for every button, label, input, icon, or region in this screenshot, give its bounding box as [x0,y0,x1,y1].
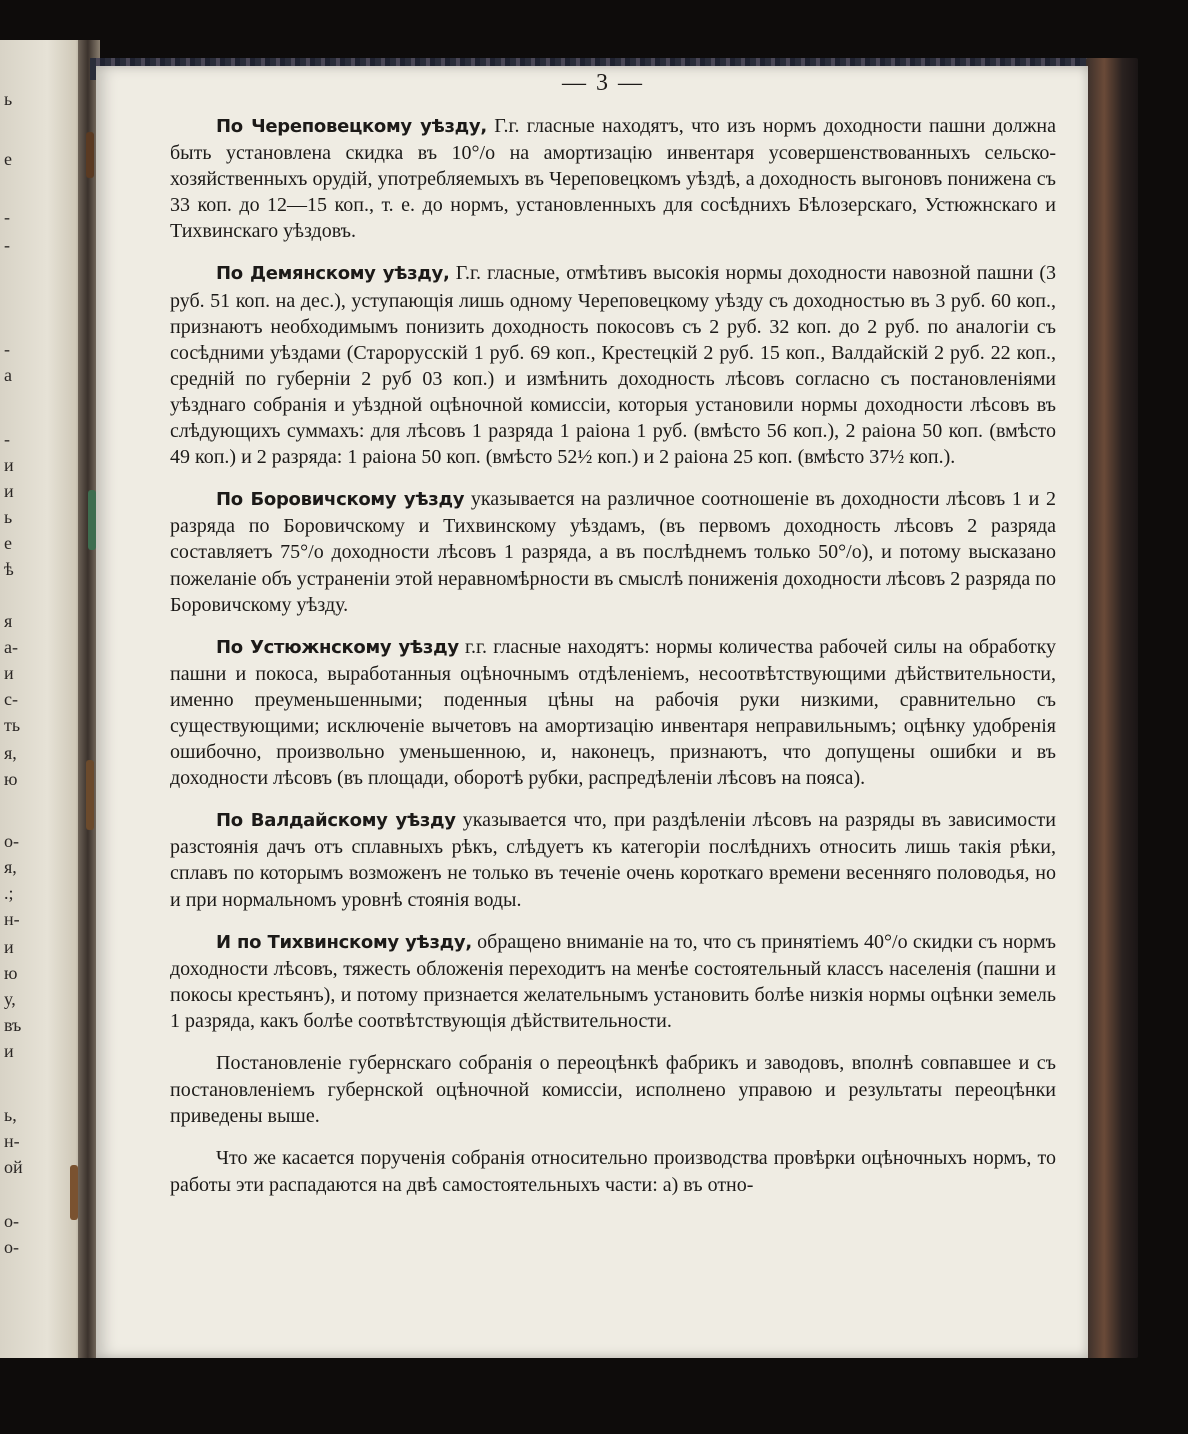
thread-tack-middle [88,490,96,550]
left-page-fragment: я, [4,743,17,763]
left-page-fragment: ю [4,963,18,983]
paragraph [170,929,1056,1034]
left-page-fragment: а- [4,637,18,657]
paragraph-lead: По Череповецкому уѣзду, [216,116,487,137]
left-page-fragment: а [4,365,12,385]
left-page-fragment: и [4,937,14,957]
thread-tack-lower [86,760,94,830]
left-page-fragment: ю [4,769,18,789]
paragraph-lead: По Устюжнскому уѣзду [216,636,459,658]
left-page-fragment: ѣ [4,559,14,579]
left-page-fragment: о- [4,1237,19,1257]
thread-tack-top [86,132,94,178]
left-page-fragment: я [4,611,13,631]
left-page-fragment: - [4,235,10,255]
page-number: — 3 — [562,70,644,96]
paragraph [170,807,1056,912]
left-page-fragment: и [4,663,14,683]
paragraph-text: указывается что, при раздѣленіи лѣсовъ на разряды въ зависимости разстоянія дачъ отъ сплавныхъ рѣкъ, слѣдуетъ къ категоріи послѣднихъ относить лишь такія рѣки, сплавъ по которымъ возможенъ не только въ теченіе очень короткаго времени весенняго половодья, но и при нормальномъ уровнѣ стоянія воды. [170,809,1056,911]
paragraph [170,634,1056,792]
paragraph [170,1145,1056,1198]
left-page-edge [0,40,86,1358]
binding-edge [1086,58,1138,1358]
paragraph-lead: И по Тихвинскому уѣзду, [216,931,472,953]
left-page-fragment: - [4,339,10,359]
left-page-fragment: ть [4,715,21,735]
left-page-fragment: .; [4,883,14,903]
left-page-fragment: е [4,533,12,553]
thread-tack-bottom [70,1165,78,1220]
text-block [170,113,1056,1214]
paragraph-lead: По Боровичскому уѣзду [216,489,465,511]
left-page-fragment: - [4,429,10,449]
left-page-fragment: и [4,1041,14,1061]
paragraph-text: Г.г. гласные находятъ, что изъ нормъ доходности пашни должна быть установлена скидка въ 10°/о на амортизацію инвентаря усовершенствованныхъ сельско-хозяйственныхъ орудій, употребляемыхъ въ Череповецкомъ уѣздѣ, а доходность выгоновъ понижена съ 33 коп. до 12—15 коп., т. е. до нормъ, установленныхъ для сосѣднихъ Бѣлозерскаго, Устюжнскаго и Тихвинскаго уѣздовъ. [170,115,1056,243]
paragraph [170,260,1056,470]
paragraph-text: г.г. гласные находятъ: нормы количества рабочей силы на обработку пашни и покоса, выработанныя оцѣночнымъ отдѣленіемъ, несоотвѣтствующими дѣйствительности, именно преуменьшенными; поденныя цѣны на рабочія руки низкими, сравнительно съ существующими; исключеніе вычетовъ на амортизацію инвентаря неправильнымъ; оцѣнку удобренія ошибочно, произвольно уменьшенною, и, наконецъ, признаютъ, что допущены ошибки и въ доходности лѣсовъ (въ площади, оборотѣ рубки, распредѣленіи лѣсовъ на пояса). [170,635,1056,790]
left-page-fragment: и [4,455,14,475]
paragraph-text: Постановленіе губернскаго собранія о переоцѣнкѣ фабрикъ и заводовъ, вполнѣ совпавшее и съ постановленіемъ губернской оцѣночной комиссіи, исполнено управою и результаты переоцѣнки приведены выше. [170,1052,1056,1128]
paragraph-lead: По Демянскому уѣзду, [216,263,450,285]
left-page-fragment: ой [4,1157,23,1177]
paragraph-text: Что же касается порученія собранія относительно производства провѣрки оцѣночныхъ нормъ, то работы эти распадаются на двѣ самостоятельныхъ части: а) въ отно- [170,1147,1056,1197]
left-page-fragment: и [4,481,14,501]
left-page-fragment: у, [4,989,16,1009]
left-page-fragment: н- [4,1131,20,1151]
paragraph-lead: По Валдайскому уѣзду [216,810,456,832]
left-page-fragment: ь, [4,1105,17,1125]
left-page-fragment: я, [4,857,17,877]
left-page-fragment: с- [4,689,18,709]
left-page-fragment: н- [4,909,20,929]
left-page-fragment: въ [4,1015,22,1035]
left-page-fragment: о- [4,831,19,851]
paragraph-text: Г.г. гласные, отмѣтивъ высокія нормы доходности навозной пашни (3 руб. 51 коп. на дес.), уступающія лишь одному Череповецкому уѣзду съ доходностью въ 3 руб. 60 коп., признаютъ необходимымъ понизить доходность покосовъ съ 2 руб. 32 коп. до 2 руб. по аналогіи съ сосѣдними уѣздами (Старорусскій 1 руб. 69 коп., Крестецкій 2 руб. 15 коп., Валдайскій 2 руб. 22 коп., средній по губерніи 2 руб 03 коп.) и измѣнить доходность лѣсовъ согласно съ постановленіями уѣзднаго собранія и уѣздной оцѣночной комиссіи, которыя установили нормы доходности лѣсовъ въ слѣдующихъ суммахъ: для лѣсовъ 1 разряда 1 раіона 1 руб. (вмѣсто 56 коп.), 2 раіона 50 коп. (вмѣсто 49 коп.) и 2 разряда: 1 раіона 50 коп. (вмѣсто 52½ коп.) и 2 раіона 25 коп. (вмѣсто 37½ коп.). [170,262,1057,469]
left-page-fragment: е [4,149,12,169]
paragraph [170,113,1056,244]
paragraph-text: указывается на различное соотношеніе въ доходности лѣсовъ 1 и 2 разряда по Боровичскому и Тихвинскому уѣздамъ, (въ первомъ доходность лѣсовъ 2 разряда составляетъ 75°/о доходности лѣсовъ 1 разряда, а въ послѣднемъ только 50°/о), и потому высказано пожеланіе объ устраненіи этой неравномѣрности въ смыслѣ пониженія доходности лѣсовъ 2 разряда по Боровичскому уѣзду. [170,488,1056,616]
paragraph [170,486,1056,617]
paragraph [170,1050,1056,1129]
left-page-fragment: - [4,207,10,227]
left-page-fragment: о- [4,1211,19,1231]
paragraph-text: обращено вниманіе на то, что съ принятіемъ 40°/о скидки съ нормъ доходности лѣсовъ, тяжесть обложенія переходитъ на менѣе состоятельный классъ населенія (пашни и покосы крестьянъ), и потому признается желательнымъ установить болѣе низкія нормы оцѣнки земель 1 разряда, какъ болѣе соотвѣтствующія дѣйствительности. [170,930,1056,1032]
left-page-fragment: ь [4,89,13,109]
left-page-fragment: ь [4,507,13,527]
